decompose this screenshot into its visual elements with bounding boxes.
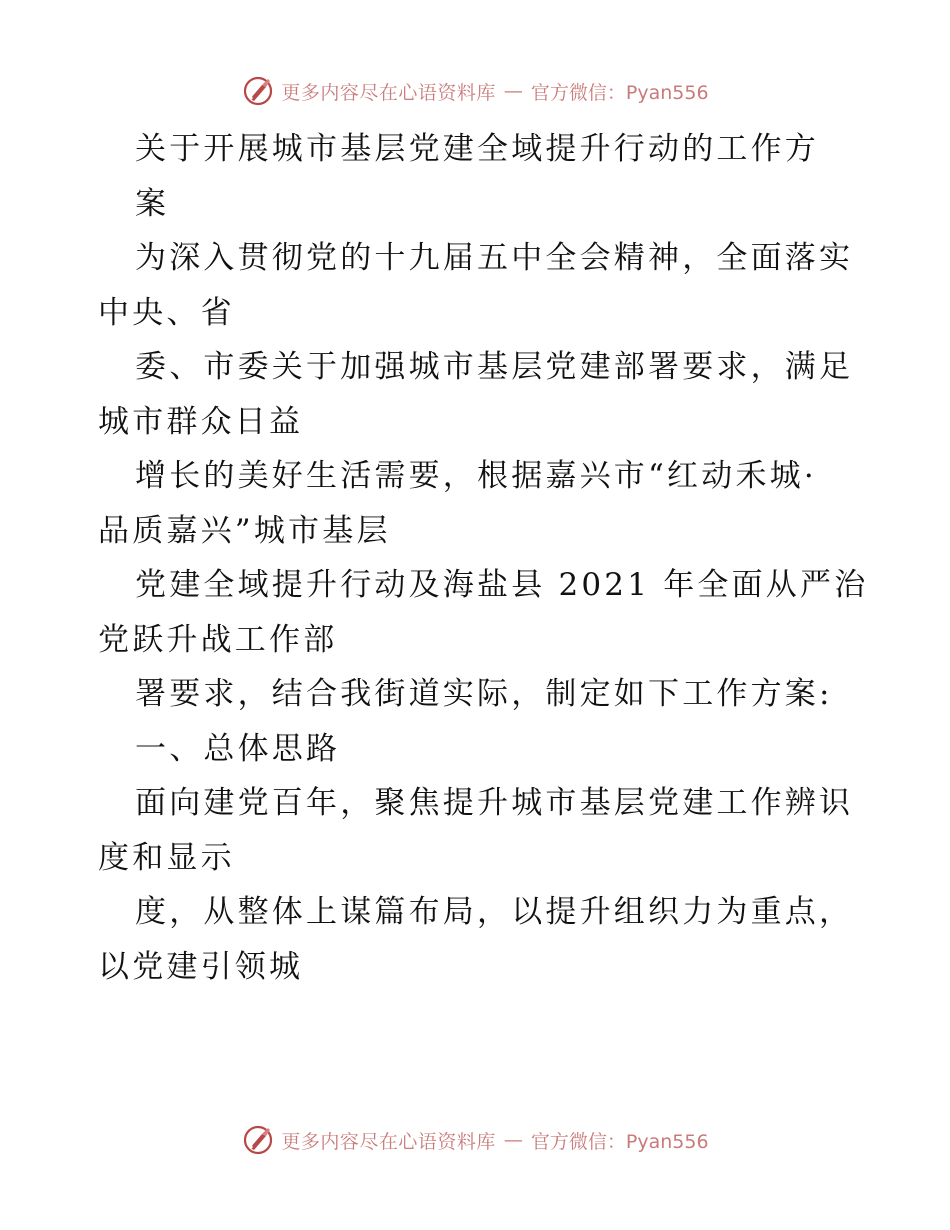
paragraph-line: 党建全域提升行动及海盐县 2021 年全面从严治 <box>135 567 869 603</box>
paragraph-line: 以党建引领城 <box>98 948 304 985</box>
paragraph-line: 度，从整体上谋篇布局，以提升组织力为重点， <box>135 894 854 930</box>
document-title-line: 案 <box>135 185 170 222</box>
document-title-line: 关于开展城市基层党建全域提升行动的工作方 <box>135 131 819 167</box>
paragraph-line: 署要求，结合我街道实际，制定如下工作方案: <box>135 676 833 712</box>
paragraph-line: 增长的美好生活需要，根据嘉兴市“红动禾城· <box>135 458 817 494</box>
paragraph-line: 委、市委关于加强城市基层党建部署要求，满足 <box>135 349 854 385</box>
pen-nib-circle-icon <box>241 1123 275 1157</box>
header-watermark <box>0 71 950 111</box>
footer-watermark <box>0 1120 950 1160</box>
paragraph-line: 中央、省 <box>98 294 235 331</box>
section-heading: 一、总体思路 <box>135 730 341 767</box>
watermark-brand-text: 更多内容尽在心语资料库 <box>281 81 496 104</box>
watermark-brand-text: 更多内容尽在心语资料库 <box>281 1130 496 1153</box>
pen-nib-circle-icon <box>241 74 275 108</box>
document-body <box>98 122 869 994</box>
paragraph-line: 城市群众日益 <box>98 403 304 440</box>
paragraph-line: 面向建党百年，聚焦提升城市基层党建工作辨识 <box>135 785 854 821</box>
paragraph-line: 为深入贯彻党的十九届五中全会精神，全面落实 <box>135 240 854 276</box>
paragraph-line: 品质嘉兴”城市基层 <box>98 512 391 549</box>
watermark-contact: 官方微信：Pyan556 <box>530 1130 709 1153</box>
paragraph-line: 度和显示 <box>98 839 235 876</box>
watermark-dash: — <box>503 80 523 102</box>
watermark-contact: 官方微信：Pyan556 <box>530 81 709 104</box>
paragraph-line: 党跃升战工作部 <box>98 621 338 658</box>
watermark-dash: — <box>503 1129 523 1151</box>
